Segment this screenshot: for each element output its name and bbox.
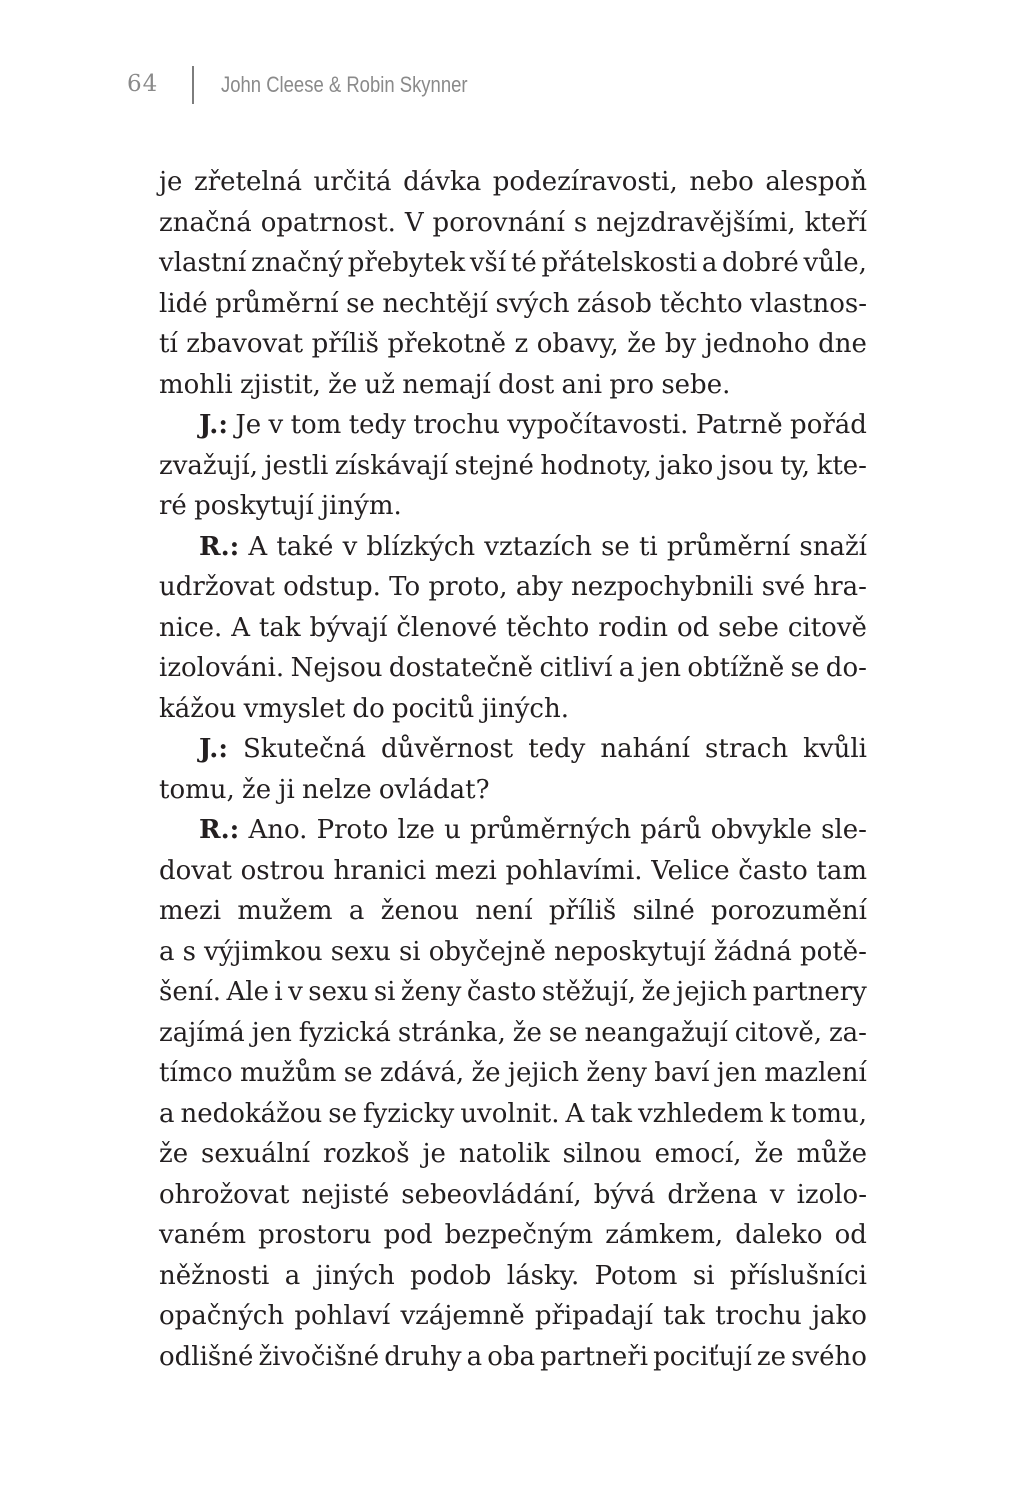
- text-line: nice. A tak bývají členové těchto rodin od sebe citově: [159, 612, 867, 643]
- text-line: něžnosti a jiných podob lásky. Potom si příslušníci: [159, 1260, 867, 1291]
- text-line: tí zbavovat příliš překotně z obavy, že by jednoho dne: [159, 329, 867, 359]
- text-line: opačných pohlaví vzájemně připadají tak trochu jako: [159, 1301, 867, 1331]
- body-text: [159, 162, 867, 1377]
- text-line: vaném prostoru pod bezpečným zámkem, daleko od: [159, 1220, 867, 1250]
- text-line: R.: A také v blízkých vztazích se ti průměrní snaží: [159, 527, 867, 568]
- text-line: odlišné živočišné druhy a oba partneři pociťují ze svého: [159, 1341, 867, 1372]
- speaker-label: J.:: [199, 410, 228, 440]
- running-head: John Cleese & Robin Skynner: [221, 72, 468, 97]
- text-line: tomu, že ji nelze ovládat?: [159, 774, 490, 805]
- text-line: a nedokážou se fyzicky uvolnit. A tak vzhledem k tomu,: [159, 1098, 867, 1129]
- text-line: značná opatrnost. V porovnání s nejzdravějšími, kteří: [159, 207, 867, 238]
- text-line: udržovat odstup. To proto, aby nezpochybnili své hra-: [159, 572, 867, 602]
- text-line: lidé průměrní se nechtějí svých zásob těchto vlastnos-: [159, 288, 867, 319]
- text-line: R.: Ano. Proto lze u průměrných párů obvykle sle-: [159, 810, 867, 851]
- speaker-label: R.:: [199, 531, 240, 562]
- text-line: tímco mužům se zdává, že jejich ženy baví jen mazlení: [159, 1058, 867, 1088]
- text-line: kážou vmyslet do pocitů jiných.: [159, 693, 570, 724]
- page-header: [0, 66, 1024, 106]
- text-line: J.: Je v tom tedy trochu vypočítavosti. Patrně pořád: [159, 405, 867, 446]
- speaker-label: R.:: [199, 815, 240, 845]
- text-line: že sexuální rozkoš je natolik silnou emocí, že může: [159, 1139, 867, 1169]
- text-line: šení. Ale i v sexu si ženy často stěžují, že jejich partnery: [159, 977, 867, 1007]
- text-line: ohrožovat nejisté sebeovládání, bývá držena v izolo-: [159, 1179, 867, 1210]
- header-divider: [192, 66, 194, 104]
- text-line: je zřetelná určitá dávka podezíravosti, nebo alespoň: [159, 167, 867, 197]
- text-line: mohli zjistit, že už nemají dost ani pro sebe.: [159, 369, 731, 400]
- speaker-label: J.:: [199, 734, 228, 764]
- text-line: J.: Skutečná důvěrnost tedy nahání strach kvůli: [159, 729, 867, 770]
- text-line: zajímá jen fyzická stránka, že se neangažují citově, za-: [159, 1017, 867, 1048]
- text-line: ré poskytují jiným.: [159, 491, 402, 521]
- page-number: 64: [127, 71, 159, 97]
- text-line: a s výjimkou sexu si obyčejně neposkytují žádná potě-: [159, 936, 867, 967]
- text-line: vlastní značný přebytek vší té přátelskosti a dobré vůle,: [159, 248, 867, 278]
- text-line: mezi mužem a ženou není příliš silné porozumění: [159, 896, 867, 926]
- text-line: zvažují, jestli získávají stejné hodnoty, jako jsou ty, kte-: [159, 450, 867, 481]
- text-line: izolováni. Nejsou dostatečně citliví a jen obtížně se do-: [159, 653, 867, 683]
- text-line: dovat ostrou hranici mezi pohlavími. Velice často tam: [159, 855, 867, 886]
